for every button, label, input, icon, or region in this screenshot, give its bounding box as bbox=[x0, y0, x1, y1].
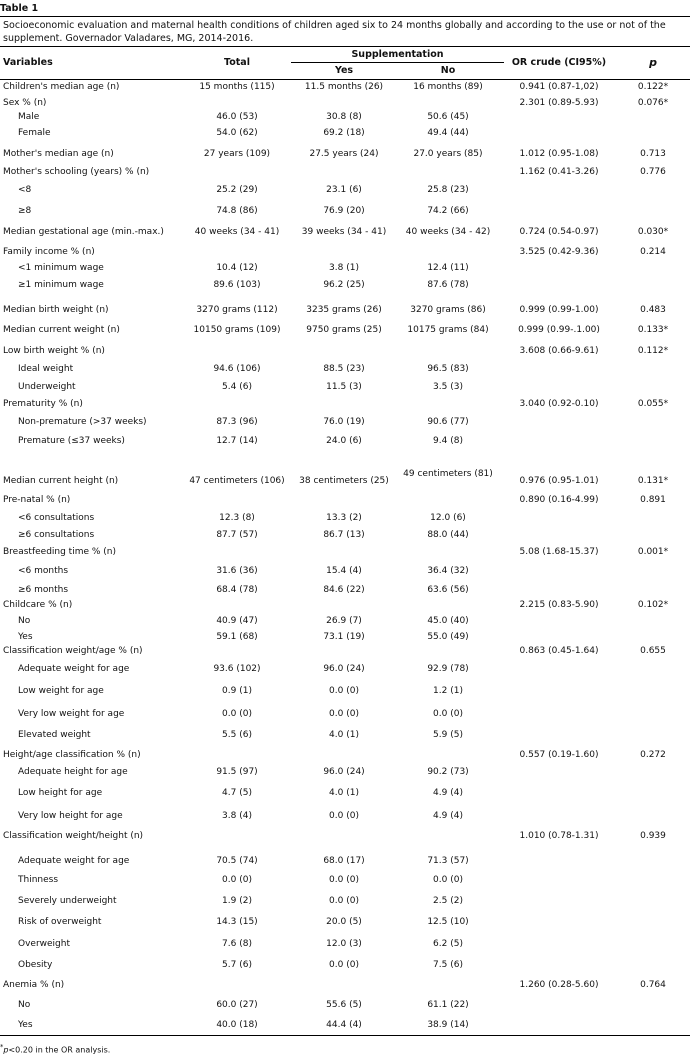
cell-total: 27 years (109) bbox=[203, 149, 271, 159]
row-label: Prematurity % (n) bbox=[3, 399, 83, 409]
cell-no: 49 centimeters (81) bbox=[403, 469, 493, 479]
table-row bbox=[0, 1000, 690, 1010]
top-rule bbox=[0, 16, 690, 17]
row-label: Breastfeeding time % (n) bbox=[3, 547, 117, 557]
cell-p: 0.001* bbox=[637, 547, 669, 557]
cell-p: 0.112* bbox=[637, 346, 669, 356]
cell-total: 40.0 (18) bbox=[216, 1020, 258, 1030]
cell-no: 50.6 (45) bbox=[427, 112, 469, 122]
cell-no: 90.2 (73) bbox=[427, 767, 469, 777]
table-row bbox=[0, 585, 690, 595]
row-label: Very low height for age bbox=[18, 811, 123, 821]
table-row bbox=[0, 263, 690, 273]
row-label: <1 minimum wage bbox=[18, 263, 104, 273]
cell-or: 0.976 (0.95-1.01) bbox=[519, 476, 599, 486]
cell-yes: 15.4 (4) bbox=[326, 566, 362, 576]
table-caption: Socioeconomic evaluation and maternal health conditions of children aged six to 24 months globally and according to the use or not of the supplement. Governador Valadares, MG, 2014-2016. bbox=[3, 20, 666, 44]
cell-total: 94.6 (106) bbox=[213, 364, 261, 374]
cell-yes: 3235 grams (26) bbox=[306, 305, 382, 315]
cell-yes: 84.6 (22) bbox=[323, 585, 365, 595]
cell-yes: 20.0 (5) bbox=[326, 917, 362, 927]
row-label: Severely underweight bbox=[18, 896, 117, 906]
cell-p: 0.272 bbox=[640, 750, 666, 760]
cell-no: 63.6 (56) bbox=[427, 585, 469, 595]
table-row bbox=[0, 917, 690, 927]
cell-p: 0.891 bbox=[640, 495, 666, 505]
table-title: Table 1 bbox=[0, 3, 39, 14]
table-row bbox=[0, 960, 690, 970]
table-row bbox=[0, 767, 690, 777]
cell-total: 1.9 (2) bbox=[222, 896, 252, 906]
cell-total: 46.0 (53) bbox=[216, 112, 258, 122]
cell-total: 7.6 (8) bbox=[222, 939, 252, 949]
cell-no: 90.6 (77) bbox=[427, 417, 469, 427]
cell-p: 0.076* bbox=[637, 98, 669, 108]
table-row bbox=[0, 417, 690, 427]
cell-no: 45.0 (40) bbox=[427, 616, 469, 626]
row-label: No bbox=[18, 1000, 31, 1010]
cell-yes: 11.5 months (26) bbox=[304, 82, 384, 92]
cell-yes: 0.0 (0) bbox=[329, 811, 359, 821]
table-row bbox=[0, 566, 690, 576]
cell-or: 2.301 (0.89-5.93) bbox=[519, 98, 599, 108]
table-row bbox=[0, 128, 690, 138]
row-label: Elevated weight bbox=[18, 730, 91, 740]
cell-p: 0.483 bbox=[640, 305, 666, 315]
header-yes: Yes bbox=[334, 65, 354, 76]
cell-no: 5.9 (5) bbox=[433, 730, 463, 740]
cell-yes: 38 centimeters (25) bbox=[299, 476, 389, 486]
table-row bbox=[0, 939, 690, 949]
cell-yes: 73.1 (19) bbox=[323, 632, 365, 642]
row-label: ≥1 minimum wage bbox=[18, 280, 104, 290]
cell-total: 10.4 (12) bbox=[216, 263, 258, 273]
row-label: Classification weight/height (n) bbox=[3, 831, 144, 841]
cell-p: 0.102* bbox=[637, 600, 669, 610]
cell-total: 70.5 (74) bbox=[216, 856, 258, 866]
row-label: Male bbox=[18, 112, 40, 122]
row-label: Pre-natal % (n) bbox=[3, 495, 71, 505]
row-label: Family income % (n) bbox=[3, 247, 95, 257]
cell-total: 0.9 (1) bbox=[222, 686, 252, 696]
cell-yes: 44.4 (4) bbox=[326, 1020, 362, 1030]
cell-no: 0.0 (0) bbox=[433, 709, 463, 719]
cell-yes: 4.0 (1) bbox=[329, 730, 359, 740]
cell-yes: 0.0 (0) bbox=[329, 896, 359, 906]
cell-yes: 0.0 (0) bbox=[329, 709, 359, 719]
table-row bbox=[0, 709, 690, 719]
footnote-symbol: * bbox=[0, 1043, 4, 1051]
row-label: ≥6 months bbox=[18, 585, 69, 595]
row-label: <8 bbox=[18, 185, 32, 195]
table-row bbox=[0, 788, 690, 798]
row-label: Premature (≤37 weeks) bbox=[18, 436, 125, 446]
cell-total: 3270 grams (112) bbox=[196, 305, 278, 315]
cell-no: 36.4 (32) bbox=[427, 566, 469, 576]
supplementation-rule bbox=[291, 62, 504, 63]
row-label: Yes bbox=[18, 1020, 33, 1030]
cell-no: 10175 grams (84) bbox=[407, 325, 489, 335]
row-label: Female bbox=[18, 128, 51, 138]
cell-yes: 4.0 (1) bbox=[329, 788, 359, 798]
cell-or: 2.215 (0.83-5.90) bbox=[519, 600, 599, 610]
row-label: Risk of overweight bbox=[18, 917, 102, 927]
row-label: Low weight for age bbox=[18, 686, 104, 696]
cell-yes: 26.9 (7) bbox=[326, 616, 362, 626]
row-label: Obesity bbox=[18, 960, 53, 970]
cell-yes: 0.0 (0) bbox=[329, 686, 359, 696]
cell-yes: 88.5 (23) bbox=[323, 364, 365, 374]
cell-yes: 76.0 (19) bbox=[323, 417, 365, 427]
cell-no: 12.0 (6) bbox=[430, 513, 466, 523]
table-row bbox=[0, 896, 690, 906]
table-row bbox=[0, 206, 690, 216]
table-row bbox=[0, 167, 690, 177]
cell-total: 0.0 (0) bbox=[222, 709, 252, 719]
cell-total: 14.3 (15) bbox=[216, 917, 258, 927]
cell-or: 0.999 (0.99-.1.00) bbox=[518, 325, 600, 335]
cell-total: 4.7 (5) bbox=[222, 788, 252, 798]
cell-total: 68.4 (78) bbox=[216, 585, 258, 595]
cell-total: 12.7 (14) bbox=[216, 436, 258, 446]
cell-p: 0.133* bbox=[637, 325, 669, 335]
cell-or: 0.890 (0.16-4.99) bbox=[519, 495, 599, 505]
cell-yes: 24.0 (6) bbox=[326, 436, 362, 446]
header-top-rule bbox=[0, 46, 690, 47]
cell-no: 3270 grams (86) bbox=[410, 305, 486, 315]
table-bottom-rule bbox=[0, 1035, 690, 1036]
cell-no: 88.0 (44) bbox=[427, 530, 469, 540]
table-row bbox=[0, 382, 690, 392]
header-p: p bbox=[649, 56, 657, 69]
cell-or: 0.557 (0.19-1.60) bbox=[519, 750, 599, 760]
header-supplementation: Supplementation bbox=[351, 49, 444, 60]
table-row bbox=[0, 831, 690, 841]
cell-no: 12.5 (10) bbox=[427, 917, 469, 927]
table-row bbox=[0, 325, 690, 335]
cell-total: 40.9 (47) bbox=[216, 616, 258, 626]
cell-yes: 39 weeks (34 - 41) bbox=[301, 227, 387, 237]
cell-no: 12.4 (11) bbox=[427, 263, 469, 273]
cell-yes: 30.8 (8) bbox=[326, 112, 362, 122]
cell-p: 0.122* bbox=[637, 82, 669, 92]
table-row bbox=[0, 185, 690, 195]
row-label: Children's median age (n) bbox=[3, 82, 120, 92]
cell-total: 87.3 (96) bbox=[216, 417, 258, 427]
table-row bbox=[0, 730, 690, 740]
cell-no: 92.9 (78) bbox=[427, 664, 469, 674]
row-label: Underweight bbox=[18, 382, 76, 392]
cell-no: 4.9 (4) bbox=[433, 788, 463, 798]
footnote-text: <0.20 in the OR analysis. bbox=[8, 1045, 111, 1055]
cell-no: 96.5 (83) bbox=[427, 364, 469, 374]
cell-total: 89.6 (103) bbox=[213, 280, 261, 290]
cell-yes: 9750 grams (25) bbox=[306, 325, 382, 335]
cell-no: 4.9 (4) bbox=[433, 811, 463, 821]
row-label: Median gestational age (min.-max.) bbox=[3, 227, 164, 237]
cell-yes: 76.9 (20) bbox=[323, 206, 365, 216]
table-row bbox=[0, 513, 690, 523]
cell-no: 61.1 (22) bbox=[427, 1000, 469, 1010]
cell-no: 71.3 (57) bbox=[427, 856, 469, 866]
cell-p: 0.764 bbox=[640, 980, 666, 990]
cell-p: 0.055* bbox=[637, 399, 669, 409]
row-label: Thinness bbox=[18, 875, 59, 885]
cell-no: 6.2 (5) bbox=[433, 939, 463, 949]
row-label: Ideal weight bbox=[18, 364, 74, 374]
cell-or: 0.999 (0.99-1.00) bbox=[519, 305, 599, 315]
cell-p: 0.131* bbox=[637, 476, 669, 486]
header-or: OR crude (CI95%) bbox=[511, 57, 607, 68]
table-row bbox=[0, 227, 690, 237]
table-row bbox=[0, 280, 690, 290]
table-row bbox=[0, 247, 690, 257]
table-row bbox=[0, 1020, 690, 1030]
cell-or: 1.010 (0.78-1.31) bbox=[519, 831, 599, 841]
cell-or: 3.608 (0.66-9.61) bbox=[519, 346, 599, 356]
cell-yes: 11.5 (3) bbox=[326, 382, 362, 392]
cell-p: 0.939 bbox=[640, 831, 666, 841]
row-label: Low height for age bbox=[18, 788, 103, 798]
table-row bbox=[0, 495, 690, 505]
row-label: Non-premature (>37 weeks) bbox=[18, 417, 147, 427]
cell-p: 0.713 bbox=[640, 149, 666, 159]
table-row bbox=[0, 980, 690, 990]
cell-or: 1.260 (0.28-5.60) bbox=[519, 980, 599, 990]
cell-no: 9.4 (8) bbox=[433, 436, 463, 446]
cell-no: 74.2 (66) bbox=[427, 206, 469, 216]
row-label: <6 months bbox=[18, 566, 69, 576]
cell-no: 1.2 (1) bbox=[433, 686, 463, 696]
row-label: ≥6 consultations bbox=[18, 530, 95, 540]
cell-total: 25.2 (29) bbox=[216, 185, 258, 195]
cell-no: 2.5 (2) bbox=[433, 896, 463, 906]
cell-yes: 96.0 (24) bbox=[323, 767, 365, 777]
cell-total: 12.3 (8) bbox=[219, 513, 255, 523]
row-label: No bbox=[18, 616, 31, 626]
cell-no: 7.5 (6) bbox=[433, 960, 463, 970]
table-row bbox=[0, 530, 690, 540]
row-label: <6 consultations bbox=[18, 513, 95, 523]
table-row bbox=[0, 98, 690, 108]
table-row bbox=[0, 547, 690, 557]
cell-or: 3.040 (0.92-0.10) bbox=[519, 399, 599, 409]
table-row bbox=[0, 149, 690, 159]
cell-yes: 23.1 (6) bbox=[326, 185, 362, 195]
cell-yes: 96.2 (25) bbox=[323, 280, 365, 290]
table-row bbox=[0, 811, 690, 821]
cell-no: 87.6 (78) bbox=[427, 280, 469, 290]
table-row bbox=[0, 469, 690, 486]
cell-yes: 12.0 (3) bbox=[326, 939, 362, 949]
cell-total: 59.1 (68) bbox=[216, 632, 258, 642]
cell-p: 0.030* bbox=[637, 227, 669, 237]
row-label: Low birth weight % (n) bbox=[3, 346, 105, 356]
header-variables: Variables bbox=[3, 57, 53, 68]
cell-yes: 0.0 (0) bbox=[329, 875, 359, 885]
cell-yes: 0.0 (0) bbox=[329, 960, 359, 970]
row-label: Adequate weight for age bbox=[18, 664, 130, 674]
cell-total: 3.8 (4) bbox=[222, 811, 252, 821]
table-row bbox=[0, 112, 690, 122]
row-label: Median birth weight (n) bbox=[3, 305, 109, 315]
table-row bbox=[0, 856, 690, 866]
cell-total: 5.5 (6) bbox=[222, 730, 252, 740]
row-label: Yes bbox=[18, 632, 33, 642]
table-row bbox=[0, 346, 690, 356]
cell-total: 47 centimeters (106) bbox=[189, 476, 285, 486]
row-label: Anemia % (n) bbox=[3, 980, 65, 990]
cell-yes: 55.6 (5) bbox=[326, 1000, 362, 1010]
table-row bbox=[0, 875, 690, 885]
cell-total: 31.6 (36) bbox=[216, 566, 258, 576]
table-row bbox=[0, 750, 690, 760]
table-row bbox=[0, 616, 690, 626]
row-label: Childcare % (n) bbox=[3, 600, 73, 610]
cell-or: 1.162 (0.41-3.26) bbox=[519, 167, 599, 177]
row-label: Mother's schooling (years) % (n) bbox=[3, 167, 150, 177]
cell-no: 40 weeks (34 - 42) bbox=[405, 227, 491, 237]
cell-yes: 3.8 (1) bbox=[329, 263, 359, 273]
row-label: Median current weight (n) bbox=[3, 325, 120, 335]
cell-yes: 86.7 (13) bbox=[323, 530, 365, 540]
cell-total: 10150 grams (109) bbox=[193, 325, 281, 335]
row-label: Very low weight for age bbox=[18, 709, 125, 719]
header-bottom-rule bbox=[0, 79, 690, 80]
cell-no: 25.8 (23) bbox=[427, 185, 469, 195]
table-row bbox=[0, 632, 690, 642]
cell-total: 5.7 (6) bbox=[222, 960, 252, 970]
cell-no: 16 months (89) bbox=[413, 82, 483, 92]
cell-or: 5.08 (1.68-15.37) bbox=[519, 547, 599, 557]
cell-yes: 96.0 (24) bbox=[323, 664, 365, 674]
table-row bbox=[0, 600, 690, 610]
cell-yes: 69.2 (18) bbox=[323, 128, 365, 138]
row-label: Median current height (n) bbox=[3, 476, 119, 486]
cell-no: 27.0 years (85) bbox=[413, 149, 483, 159]
row-label: Height/age classification % (n) bbox=[3, 750, 141, 760]
footnote-p: p bbox=[3, 1045, 9, 1055]
cell-total: 0.0 (0) bbox=[222, 875, 252, 885]
cell-total: 15 months (115) bbox=[199, 82, 275, 92]
cell-or: 3.525 (0.42-9.36) bbox=[519, 247, 599, 257]
cell-or: 0.724 (0.54-0.97) bbox=[519, 227, 599, 237]
table-row bbox=[0, 664, 690, 674]
table-row bbox=[0, 646, 690, 656]
row-label: Adequate weight for age bbox=[18, 856, 130, 866]
cell-yes: 13.3 (2) bbox=[326, 513, 362, 523]
table-row bbox=[0, 436, 690, 446]
row-label: Overweight bbox=[18, 939, 70, 949]
cell-or: 0.863 (0.45-1.64) bbox=[519, 646, 599, 656]
table-row bbox=[0, 399, 690, 409]
header-total: Total bbox=[224, 57, 250, 68]
cell-total: 40 weeks (34 - 41) bbox=[194, 227, 280, 237]
footnote bbox=[0, 1043, 110, 1055]
row-label: Classification weight/age % (n) bbox=[3, 646, 143, 656]
cell-yes: 27.5 years (24) bbox=[309, 149, 379, 159]
cell-total: 87.7 (57) bbox=[216, 530, 258, 540]
table-row bbox=[0, 364, 690, 374]
cell-no: 3.5 (3) bbox=[433, 382, 463, 392]
cell-p: 0.214 bbox=[640, 247, 666, 257]
cell-no: 0.0 (0) bbox=[433, 875, 463, 885]
cell-or: 1.012 (0.95-1.08) bbox=[519, 149, 599, 159]
cell-total: 91.5 (97) bbox=[216, 767, 258, 777]
cell-no: 55.0 (49) bbox=[427, 632, 469, 642]
table-row bbox=[0, 82, 690, 92]
row-label: Adequate height for age bbox=[18, 767, 128, 777]
cell-total: 93.6 (102) bbox=[213, 664, 261, 674]
cell-total: 5.4 (6) bbox=[222, 382, 252, 392]
row-label: Sex % (n) bbox=[3, 98, 47, 108]
table-row bbox=[0, 686, 690, 696]
header-no: No bbox=[440, 65, 456, 76]
cell-no: 49.4 (44) bbox=[427, 128, 469, 138]
cell-p: 0.655 bbox=[640, 646, 666, 656]
cell-no: 38.9 (14) bbox=[427, 1020, 469, 1030]
row-label: ≥8 bbox=[18, 206, 32, 216]
cell-total: 54.0 (62) bbox=[216, 128, 258, 138]
cell-yes: 68.0 (17) bbox=[323, 856, 365, 866]
cell-total: 74.8 (86) bbox=[216, 206, 258, 216]
row-label: Mother's median age (n) bbox=[3, 149, 114, 159]
cell-total: 60.0 (27) bbox=[216, 1000, 258, 1010]
cell-or: 0.941 (0.87-1,02) bbox=[519, 82, 599, 92]
cell-p: 0.776 bbox=[640, 167, 666, 177]
table-row bbox=[0, 305, 690, 315]
